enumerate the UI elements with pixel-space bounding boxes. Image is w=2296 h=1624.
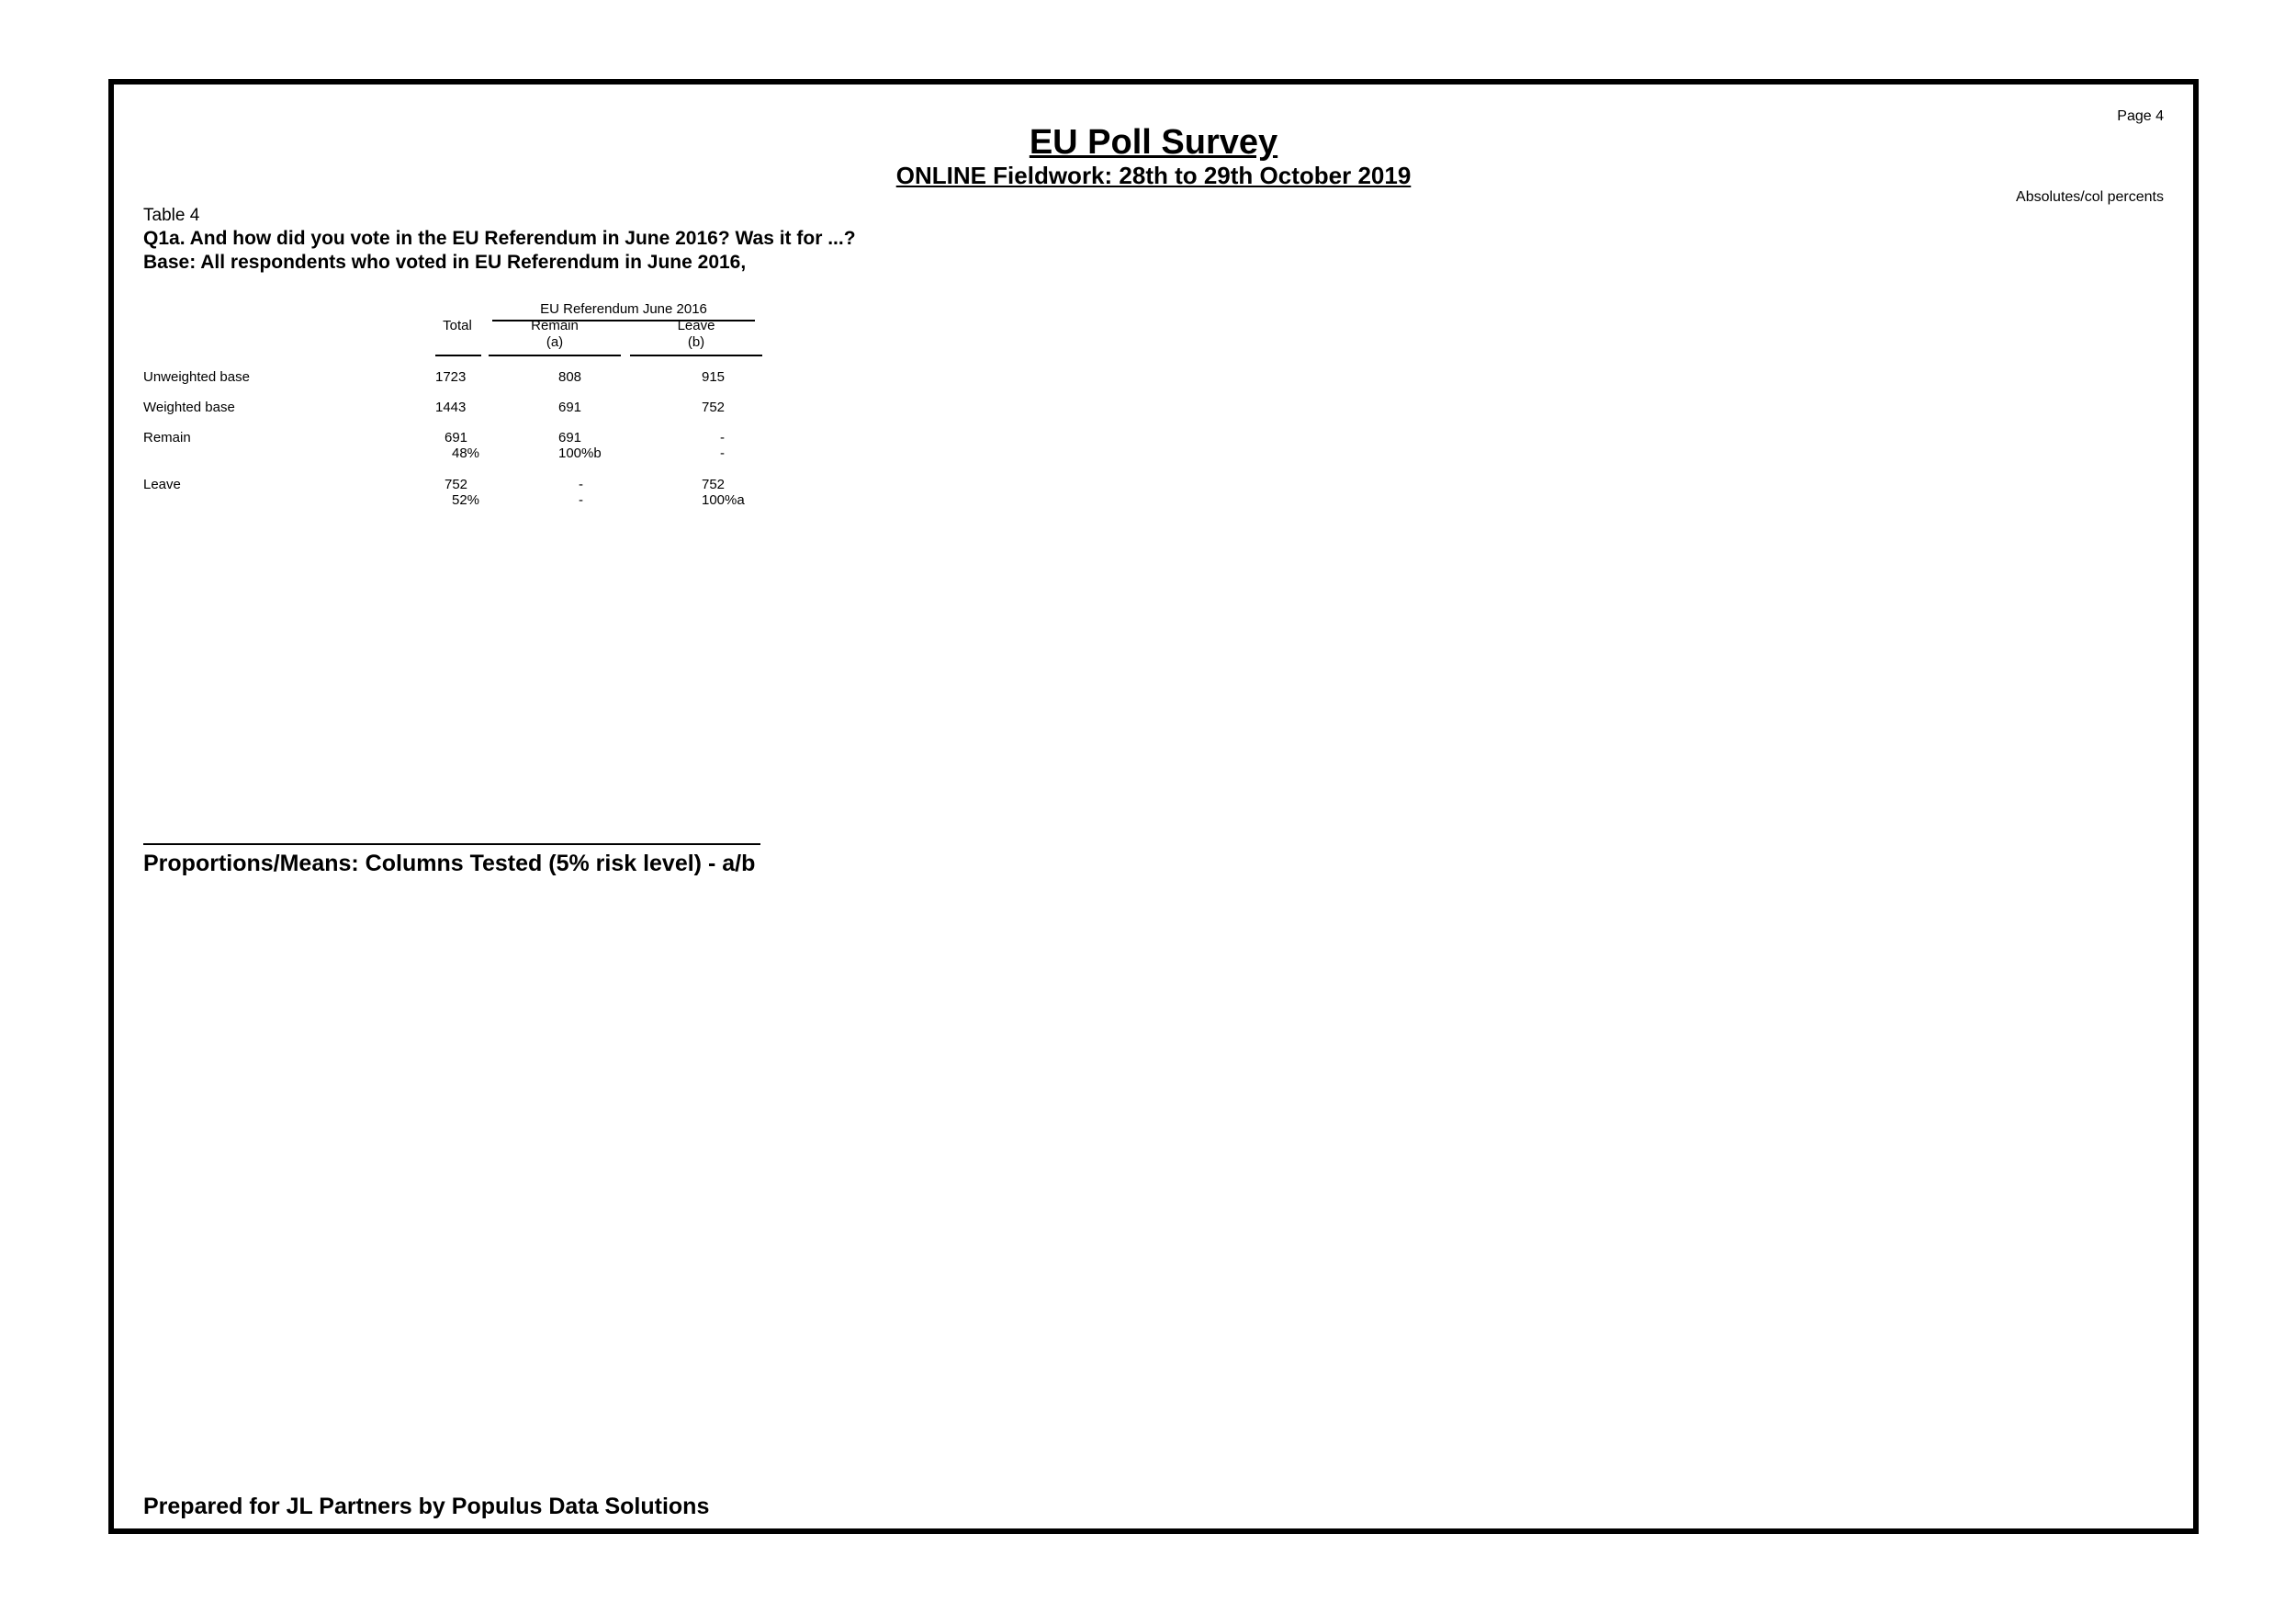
base-text: Base: All respondents who voted in EU Referendum in June 2016, xyxy=(143,252,747,273)
survey-title: EU Poll Survey xyxy=(1029,123,1278,162)
footnote-rule xyxy=(143,843,760,845)
cell-unweighted-leave: 915 xyxy=(702,369,726,385)
page-number: Page 4 xyxy=(2117,108,2164,124)
cell-weighted-remain: 691 xyxy=(558,400,582,415)
column-rule-leave xyxy=(630,355,762,356)
cell-remain-leave: - xyxy=(720,430,725,445)
page-frame xyxy=(108,79,2199,1534)
cell-leave-leave: 752 xyxy=(702,477,726,492)
row-label-weighted-base: Weighted base xyxy=(143,400,235,415)
cell-remain-remain-pct: 100%b xyxy=(558,445,602,461)
column-letter-b: (b) xyxy=(687,334,705,350)
cell-leave-leave-pct: 100%a xyxy=(702,492,745,508)
row-label-remain: Remain xyxy=(143,430,191,445)
cell-remain-total-pct: 48% xyxy=(452,445,480,461)
cell-unweighted-remain: 808 xyxy=(558,369,582,385)
column-letter-a: (a) xyxy=(546,334,564,350)
fieldwork-subtitle: ONLINE Fieldwork: 28th to 29th October 2019 xyxy=(895,162,1412,189)
prepared-by: Prepared for JL Partners by Populus Data Solutions xyxy=(143,1494,710,1519)
question-text: Q1a. And how did you vote in the EU Referendum in June 2016? Was it for ...? xyxy=(143,228,856,249)
column-rule-total xyxy=(435,355,481,356)
cell-leave-remain-pct: - xyxy=(579,492,583,508)
cell-unweighted-total: 1723 xyxy=(435,369,467,385)
cell-leave-total: 752 xyxy=(445,477,468,492)
absolutes-label: Absolutes/col percents xyxy=(2016,189,2164,205)
row-label-leave: Leave xyxy=(143,477,181,492)
row-label-unweighted-base: Unweighted base xyxy=(143,369,250,385)
cell-leave-remain: - xyxy=(579,477,583,492)
cell-weighted-leave: 752 xyxy=(702,400,726,415)
table-label: Table 4 xyxy=(143,206,200,225)
cell-remain-leave-pct: - xyxy=(720,445,725,461)
significance-note: Proportions/Means: Columns Tested (5% risk level) - a/b xyxy=(143,851,756,876)
cell-remain-total: 691 xyxy=(445,430,468,445)
group-header: EU Referendum June 2016 xyxy=(540,301,707,317)
cell-remain-remain: 691 xyxy=(558,430,582,445)
column-header-leave: Leave xyxy=(677,318,715,333)
column-rule-remain xyxy=(489,355,621,356)
cell-weighted-total: 1443 xyxy=(435,400,467,415)
column-header-total: Total xyxy=(443,318,472,333)
cell-leave-total-pct: 52% xyxy=(452,492,480,508)
column-header-remain: Remain xyxy=(531,318,579,333)
